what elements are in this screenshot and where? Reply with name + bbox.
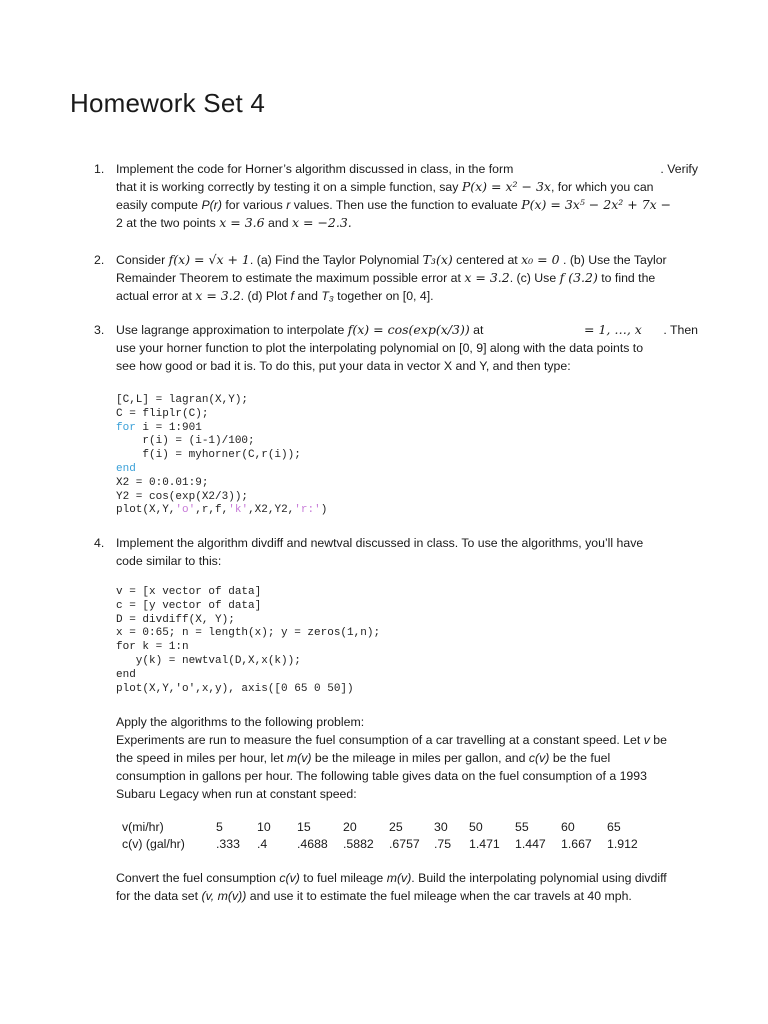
fuel-data-table	[116, 818, 647, 852]
question-number: 4.	[94, 536, 105, 550]
table-cell: 10	[257, 819, 271, 834]
math-expression: f(x) = cos(exp(x/3))	[347, 322, 470, 337]
fuel-problem-text: Apply the algorithms to the following problem: Experiments are run to measure the fuel consumption of a car travelling at a constant speed. Let v be the speed in miles per hour, let m(v) be the mileage in miles per gallon, and c(v) be the fuel consumption in gallons per hour. The following table gives data on the fuel consumption of a 1993 Subaru Legacy when run at constant speed:	[116, 715, 667, 801]
table-cell: .4	[257, 836, 268, 851]
table-cell: 20	[343, 819, 357, 834]
table-cell: .5882	[343, 836, 374, 851]
table-row	[122, 835, 647, 852]
table-cell: 65	[607, 819, 621, 834]
math-expression: x = 3.6	[219, 215, 265, 230]
table-cell: 1.912	[607, 836, 638, 851]
code-block-lagrange: [C,L] = lagran(X,Y); C = fliplr(C); for i = 1:901 r(i) = (i-1)/100; f(i) = myhorner(C,r(i)); end X2 = 0:0.01:9; Y2 = cos(exp(X2/3)); plot(X,Y,'o',r,f,'k',X2,Y2,'r:')	[116, 394, 328, 517]
table-cell: v(mi/hr)	[122, 819, 164, 834]
question-4: 4. Implement the algorithm divdiff and newtval discussed in class. To use the algorithms, you’ll have code similar to this:	[94, 536, 644, 568]
table-cell: c(v) (gal/hr)	[122, 836, 185, 851]
question-number: 1.	[94, 162, 105, 176]
question-number: 2.	[94, 253, 105, 267]
question-3: 3. Use lagrange approximation to interpolate f(x) = cos(exp(x/3)) at = 1, …, x . Then use your horner function to plot the interpolating polynomial on [0, 9] along with the data points to see how good or bad it is. To do this, put your data in vector X and Y, and then type:	[94, 322, 698, 373]
table-cell: .75	[434, 836, 452, 851]
math-expression: f (3.2)	[559, 270, 598, 285]
math-expression: x = −2.3.	[291, 215, 352, 230]
table-cell: .6757	[389, 836, 420, 851]
math-expression: P(x) = x² − 3x	[461, 179, 551, 194]
table-cell: 55	[515, 819, 529, 834]
math-expression: x₀ = 0	[521, 252, 560, 267]
math-expression: P(x) = 3x⁵ − 2x² + 7x −	[521, 197, 672, 212]
fuel-conversion-text: Convert the fuel consumption c(v) to fuel mileage m(v). Build the interpolating polynomial using divdiff for the data set (v, m(v)) and use it to estimate the fuel mileage when the car travels at 40 mph.	[116, 871, 667, 903]
table-cell: 1.471	[469, 836, 500, 851]
table-cell: 30	[434, 819, 448, 834]
math-expression: T₃(x)	[422, 252, 453, 267]
math-expression: f(x) = √x + 1	[168, 252, 250, 267]
table-cell: 50	[469, 819, 483, 834]
math-expression: = 1, …, x	[584, 322, 642, 337]
table-cell: 25	[389, 819, 403, 834]
math-expression: x = 3.2	[464, 270, 510, 285]
table-cell: .4688	[297, 836, 328, 851]
table-cell: 60	[561, 819, 575, 834]
table-row	[122, 818, 647, 835]
table-cell: 5	[216, 819, 223, 834]
page-title: Homework Set 4	[70, 88, 265, 118]
question-number: 3.	[94, 323, 105, 337]
table-cell: 1.447	[515, 836, 546, 851]
question-2: 2. Consider f(x) = √x + 1. (a) Find the Taylor Polynomial T₃(x) centered at x₀ = 0 . (b) Use the Taylor Remainder Theorem to estimate the maximum possible error at x = 3.2. (c) Use f (3.2) to find the actual error at x = 3.2. (d) Plot f and T₃ together on [0, 4].	[94, 252, 667, 303]
table-cell: .333	[216, 836, 240, 851]
code-block-divdiff: v = [x vector of data] c = [y vector of data] D = divdiff(X, Y); x = 0:65; n = length(x); y = zeros(1,n); for k = 1:n y(k) = newtval(D,X,x(k)); end plot(X,Y,'o',x,y), axis([0 65 0 50])	[116, 586, 381, 695]
math-expression: x = 3.2	[195, 288, 241, 303]
question-1: 1. Implement the code for Horner’s algorithm discussed in class, in the form . Verify that it is working correctly by testing it on a simple function, say P(x) = x² − 3x, for which you can easily compute P(r) for various r values. Then use the function to evaluate P(x) = 3x⁵ − 2x² + 7x − 2 at the two points x = 3.6 and x = −2.3.	[94, 162, 698, 230]
table-cell: 15	[297, 819, 311, 834]
table-cell: 1.667	[561, 836, 592, 851]
